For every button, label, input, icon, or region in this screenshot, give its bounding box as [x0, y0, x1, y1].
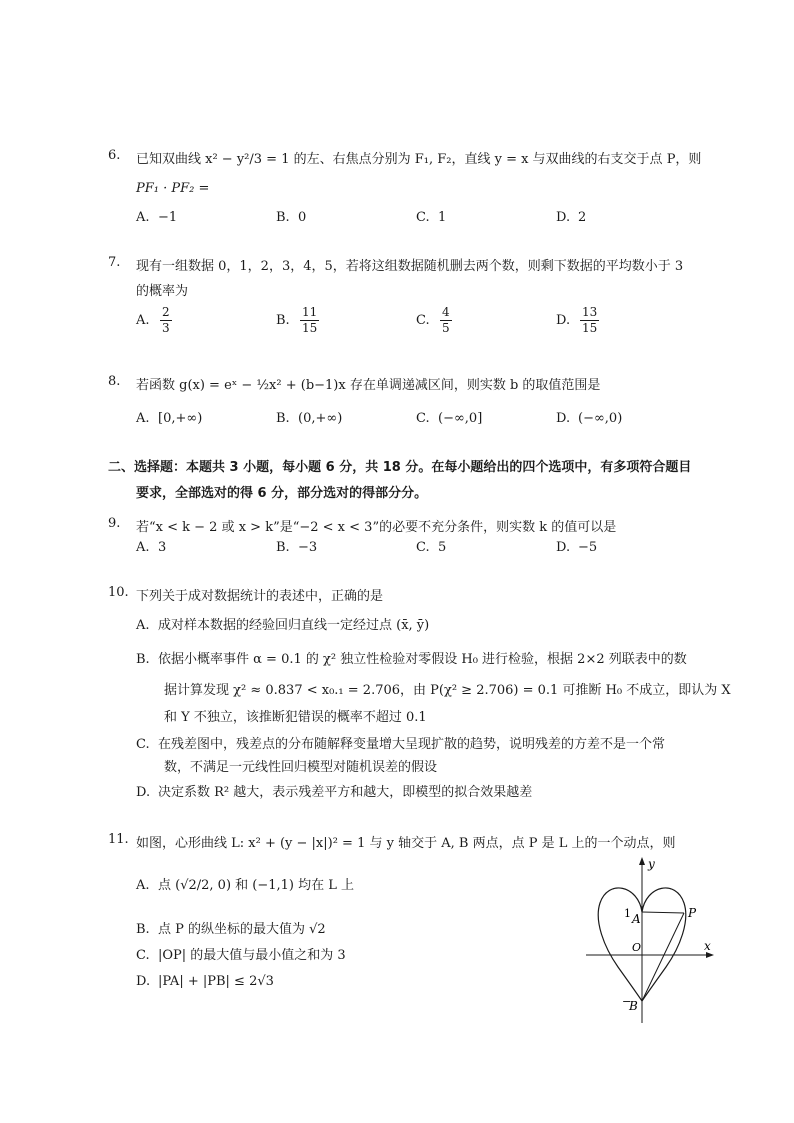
question-11-text: 如图，心形曲线 L: x² + (y − |x|)² = 1 与 y 轴交于 A, B 两点，点 P 是 L 上的一个动点，则: [136, 836, 676, 851]
fraction: $\frac{2}{3}$: [162, 305, 170, 335]
question-7-number: 7.: [108, 255, 121, 270]
option-b-line-2: 据计算发现 χ² ≈ 0.837 < x₀.₁ = 2.706，由 P(χ² ≥ 2.706) = 0.1 可推断 H₀ 不成立，即认为 X: [164, 683, 731, 698]
option-c[interactable]: C. 1: [416, 210, 447, 225]
question-7-text-2: 的概率为: [136, 284, 189, 299]
option-c[interactable]: C. $\frac{4}{5}$: [416, 305, 450, 335]
option-b[interactable]: B. 依据小概率事件 α = 0.1 的 χ² 独立性检验对零假设 H₀ 进行检验，根据 2×2 列联表中的数: [136, 652, 687, 667]
option-a[interactable]: A. $\frac{2}{3}$: [136, 305, 170, 335]
origin-label: O: [632, 941, 642, 954]
question-9-text: 若“x < k − 2 或 x > k”是“−2 < x < 3”的必要不充分条件，则实数 k 的值可以是: [136, 520, 617, 535]
option-b[interactable]: B. (0,+∞): [276, 411, 343, 426]
option-b[interactable]: B. 0: [276, 210, 307, 225]
option-a[interactable]: A. [0,+∞): [136, 411, 203, 426]
question-10-text: 下列关于成对数据统计的表述中，正确的是: [136, 589, 384, 604]
option-d[interactable]: D. (−∞,0): [556, 411, 623, 426]
y-axis-label: y: [648, 857, 655, 871]
option-b[interactable]: B. 点 P 的纵坐标的最大值为 √2: [136, 922, 326, 937]
question-10-number: 10.: [108, 585, 129, 600]
section-2-header: 二、选择题：本题共 3 小题，每小题 6 分，共 18 分。在每小题给出的四个选项中，有多项符合题目: [108, 460, 692, 475]
option-d[interactable]: D. 2: [556, 210, 587, 225]
option-c[interactable]: C. (−∞,0]: [416, 411, 483, 426]
option-c-line-2: 数，不满足一元线性回归模型对随机误差的假设: [164, 760, 438, 775]
question-6-number: 6.: [108, 148, 121, 163]
option-b[interactable]: B. −3: [276, 540, 318, 555]
option-a[interactable]: A. 成对样本数据的经验回归直线一定经过点 (x̄, ȳ): [136, 618, 430, 633]
fraction: $\frac{13}{15}$: [582, 305, 598, 335]
option-b-line-3: 和 Y 不独立，该推断犯错误的概率不超过 0.1: [164, 710, 427, 725]
option-d[interactable]: D. $\frac{13}{15}$: [556, 305, 598, 335]
segment-pb: [642, 913, 684, 1001]
question-7-text: 现有一组数据 0，1，2，3，4，5，若将这组数据随机删去两个数，则剩下数据的平均数小于 3: [136, 259, 684, 274]
option-d[interactable]: D. −5: [556, 540, 598, 555]
x-axis-label: x: [704, 939, 711, 953]
heart-curve-figure: [580, 855, 720, 1025]
option-a[interactable]: A. −1: [136, 210, 178, 225]
section-2-header-2: 要求，全部选对的得 6 分，部分选对的得部分分。: [136, 486, 428, 501]
option-c[interactable]: C. |OP| 的最大值与最小值之和为 3: [136, 948, 346, 963]
question-8-text: 若函数 g(x) = eˣ − ½x² + (b−1)x 存在单调递减区间，则实数 b 的取值范围是: [136, 378, 601, 393]
option-d[interactable]: D. |PA| + |PB| ≤ 2√3: [136, 974, 274, 989]
question-6-text: 已知双曲线 x² − y²/3 = 1 的左、右焦点分别为 F₁, F₂，直线 y = x 与双曲线的右支交于点 P，则: [136, 152, 702, 167]
tick-label-one: 1: [624, 907, 631, 920]
option-a[interactable]: A. 3: [136, 540, 167, 555]
heart-curve-right: [642, 888, 686, 1001]
tick-label-neg: −: [622, 995, 632, 1008]
fraction: $\frac{11}{15}$: [302, 305, 318, 335]
question-11-number: 11.: [108, 832, 129, 847]
point-b-label: B: [629, 999, 638, 1013]
fraction: $\frac{4}{5}$: [442, 305, 450, 335]
option-c[interactable]: C. 5: [416, 540, 447, 555]
option-b[interactable]: B. $\frac{11}{15}$: [276, 305, 318, 335]
question-9-number: 9.: [108, 516, 121, 531]
option-c[interactable]: C. 在残差图中，残差点的分布随解释变量增大呈现扩散的趋势，说明残差的方差不是一个常: [136, 737, 666, 752]
option-d[interactable]: D. 决定系数 R² 越大，表示残差平方和越大，即模型的拟合效果越差: [136, 785, 533, 800]
question-8-number: 8.: [108, 374, 121, 389]
segment-pa: [642, 912, 684, 913]
y-axis-arrow-icon: [639, 857, 645, 865]
option-a[interactable]: A. 点 (√2/2, 0) 和 (−1,1) 均在 L 上: [136, 878, 355, 893]
point-p-label: P: [688, 906, 697, 920]
question-6-text-2: PF₁ · PF₂ =: [136, 181, 210, 196]
point-a-label: A: [632, 912, 641, 926]
